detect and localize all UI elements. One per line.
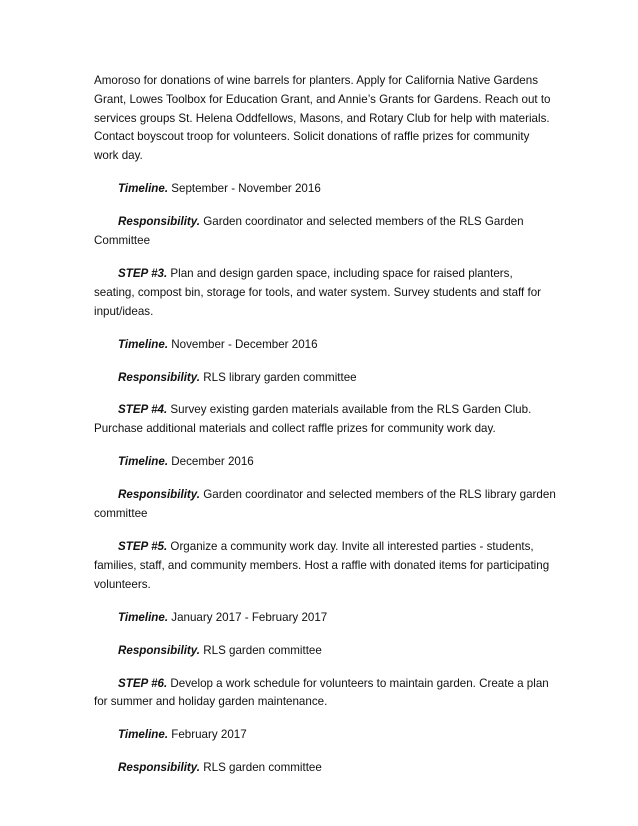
step-label: STEP #6.: [118, 676, 168, 690]
step-3-paragraph: [94, 265, 556, 321]
responsibility-step-2: [94, 213, 556, 251]
responsibility-label: Responsibility.: [118, 370, 201, 384]
document-body: [94, 72, 556, 792]
responsibility-step-6: [94, 759, 556, 778]
responsibility-label: Responsibility.: [118, 761, 201, 775]
responsibility-step-3: [94, 369, 556, 388]
responsibility-text: RLS garden committee: [200, 761, 322, 775]
responsibility-label: Responsibility.: [118, 215, 201, 229]
timeline-text: January 2017 - February 2017: [168, 610, 328, 624]
responsibility-text: RLS library garden committee: [200, 370, 357, 384]
timeline-step-5: [94, 609, 556, 628]
step-text: Plan and design garden space, including space for raised planters, seating, compost bin, storage for tools, and water system. Survey students and staff for input/ideas.: [94, 266, 542, 318]
timeline-step-6: [94, 726, 556, 745]
responsibility-label: Responsibility.: [118, 488, 201, 502]
timeline-label: Timeline.: [118, 182, 169, 196]
timeline-label: Timeline.: [118, 728, 169, 742]
timeline-text: November - December 2016: [168, 337, 318, 351]
step-text: Survey existing garden materials available from the RLS Garden Club. Purchase additional materials and collect raffle prizes for community work day.: [94, 403, 532, 436]
timeline-label: Timeline.: [118, 610, 169, 624]
responsibility-step-5: [94, 642, 556, 661]
step-4-paragraph: [94, 401, 556, 439]
step-text: Develop a work schedule for volunteers to maintain garden. Create a plan for summer and holiday garden maintenance.: [94, 676, 549, 709]
responsibility-text: Garden coordinator and selected members of the RLS Garden Committee: [94, 215, 524, 247]
timeline-label: Timeline.: [118, 455, 169, 469]
step-label: STEP #3.: [118, 266, 168, 280]
responsibility-step-4: [94, 486, 556, 524]
timeline-label: Timeline.: [118, 337, 169, 351]
step-text: Organize a community work day. Invite all interested parties - students, families, staff, and community members. Host a raffle with donated items for participating volunteers.: [94, 540, 550, 591]
timeline-step-3: [94, 336, 556, 355]
timeline-text: December 2016: [168, 455, 254, 469]
intro-paragraph: Amoroso for donations of wine barrels for planters. Apply for California Native Gardens Grant, Lowes Toolbox for Education Grant, and Annie’s Grants for Gardens. Reach out to services groups St. Helena Oddfellows, Masons, and Rotary Club for help with materials. Contact boyscout troop for volunteers. Solicit donations of raffle prizes for community work day.: [94, 74, 551, 163]
step-6-paragraph: [94, 675, 556, 713]
responsibility-text: Garden coordinator and selected members of the RLS library garden committee: [94, 488, 556, 521]
step-label: STEP #4.: [118, 403, 168, 417]
timeline-step-4: [94, 453, 556, 472]
step-label: STEP #5.: [118, 540, 168, 554]
step-5-paragraph: [94, 538, 556, 594]
timeline-step-2: [94, 180, 556, 199]
timeline-text: September - November 2016: [168, 182, 321, 196]
responsibility-label: Responsibility.: [118, 643, 201, 657]
timeline-text: February 2017: [168, 728, 247, 742]
responsibility-text: RLS garden committee: [200, 643, 322, 657]
